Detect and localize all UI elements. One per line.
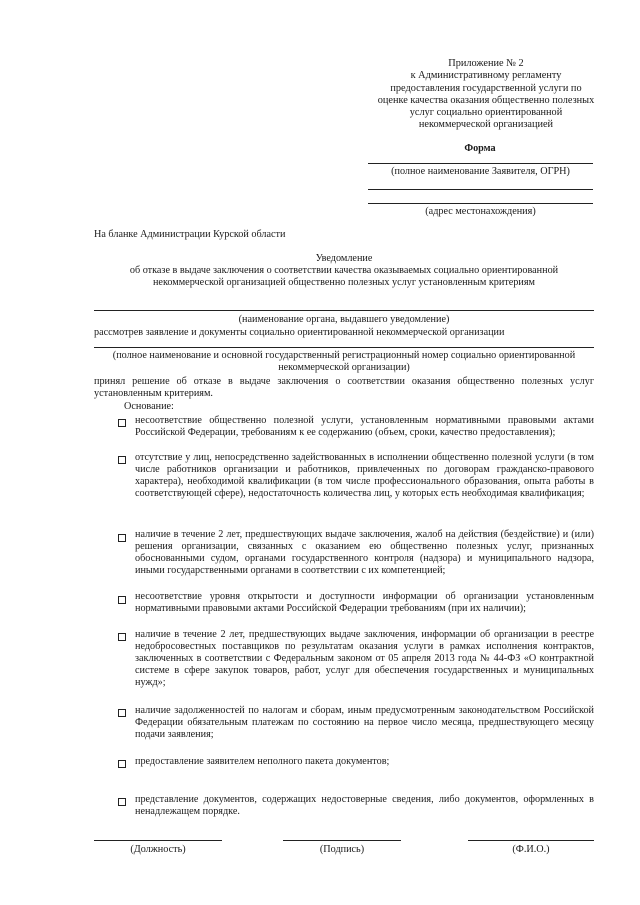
- position-caption: (Должность): [130, 844, 186, 855]
- signature-line: [283, 840, 401, 841]
- title-line: об отказе в выдаче заключения о соответствии качества оказываемых социально ориентированной: [129, 265, 559, 276]
- position-line: [94, 840, 222, 841]
- reason-checkbox[interactable]: [118, 534, 126, 542]
- signature-caption: (Подпись): [319, 844, 365, 855]
- reason-text: несоответствие общественно полезной услуги, установленным нормативными правовыми актами Российской Федерации, требованиям к ее содержанию (объем, сроки, качество предоставления);: [135, 415, 594, 438]
- form-label: Форма: [464, 143, 496, 154]
- applicant-extra-line: [368, 189, 593, 190]
- decision-text: принял решение об отказе в выдаче заключения о соответствии оказания общественно полезных услуг установленным критериям.: [94, 376, 594, 399]
- reason-text: наличие в течение 2 лет, предшествующих выдаче заключения, информации об организации в реестре недобросовестных поставщиков по результатам оказания услуги в рамках исполнения контрактов, заключенных в соответствии с Федеральным законом от 05 апреля 2013 года № 44-ФЗ «О контрактной системе в сфере закупок товаров, работ, услуг для обеспечения государственных и муниципальных нужд»;: [135, 629, 594, 688]
- reason-text: несоответствие уровня открытости и доступности информации об организации установленным нормативными правовыми актами Российской Федерации требованиям (при их наличии);: [135, 591, 594, 614]
- title-line: Уведомление: [315, 253, 373, 264]
- applicant-caption: (полное наименование Заявителя, ОГРН): [391, 166, 570, 177]
- appendix-line: к Административному регламенту: [410, 70, 562, 82]
- address-line: [368, 203, 593, 204]
- organ-name-line: [94, 310, 594, 311]
- considered-text: рассмотрев заявление и документы социально ориентированной некоммерческой организации: [94, 327, 505, 338]
- reason-text: отсутствие у лиц, непосредственно задействованных в исполнении общественно полезной услуги (в том числе работников организации и работников, привлеченных по договорам гражданско-правового характера), необходимой квалификации (в том числе профессионального образования, опыта работы в соответствующей сфере), недостаточность количества лиц, у которых есть необходимая квалификация;: [135, 452, 594, 499]
- title-line: некоммерческой организацией общественно полезных услуг установленным критериям: [152, 277, 535, 288]
- reason-checkbox[interactable]: [118, 709, 126, 717]
- reason-text: предоставление заявителем неполного пакета документов;: [135, 756, 390, 767]
- applicant-name-line: [368, 163, 593, 164]
- name-line: [468, 840, 594, 841]
- organ-caption: (наименование органа, выдавшего уведомление): [238, 314, 450, 325]
- org-caption: [94, 350, 594, 374]
- reason-checkbox[interactable]: [118, 633, 126, 641]
- reason-checkbox[interactable]: [118, 596, 126, 604]
- org-caption-line: (полное наименование и основной государственный регистрационный номер социально ориентированной: [112, 350, 576, 361]
- appendix-line: предоставления государственной услуги по: [390, 82, 582, 94]
- appendix-header: [368, 58, 604, 132]
- reason-text: наличие задолженностей по налогам и сборам, иным предусмотренным законодательством Российской Федерации обязательным платежам по состоянию на первое число месяца, предшествующего месяцу подачи заявления;: [135, 705, 594, 740]
- appendix-line: некоммерческой организацией: [418, 119, 554, 131]
- appendix-line: Приложение № 2: [448, 58, 524, 69]
- org-name-line: [94, 347, 594, 348]
- appendix-line: услуг социально ориентированной: [409, 107, 563, 119]
- name-caption: (Ф.И.О.): [512, 844, 550, 855]
- reason-text: представление документов, содержащих недостоверные сведения, либо документов, оформленных в ненадлежащем порядке.: [135, 794, 594, 817]
- basis-label: Основание:: [124, 401, 174, 412]
- address-caption: (адрес местонахождения): [425, 206, 536, 217]
- reason-checkbox[interactable]: [118, 419, 126, 427]
- letterhead-note: На бланке Администрации Курской области: [94, 229, 286, 240]
- notice-title: [94, 253, 594, 289]
- org-caption-line: некоммерческой организации): [278, 362, 410, 373]
- reason-checkbox[interactable]: [118, 456, 126, 464]
- appendix-line: оценке качества оказания общественно полезных: [377, 94, 595, 106]
- reason-checkbox[interactable]: [118, 760, 126, 768]
- reason-checkbox[interactable]: [118, 798, 126, 806]
- reason-text: наличие в течение 2 лет, предшествующих выдаче заключения, жалоб на действия (бездействие) и (или) решения организации, связанных с оказанием ею общественно полезных услуг, признанных обоснованными судом, органами государственного контроля (надзора) и муниципального надзора, иными государственными органами в соответствии с их компетенцией;: [135, 529, 594, 576]
